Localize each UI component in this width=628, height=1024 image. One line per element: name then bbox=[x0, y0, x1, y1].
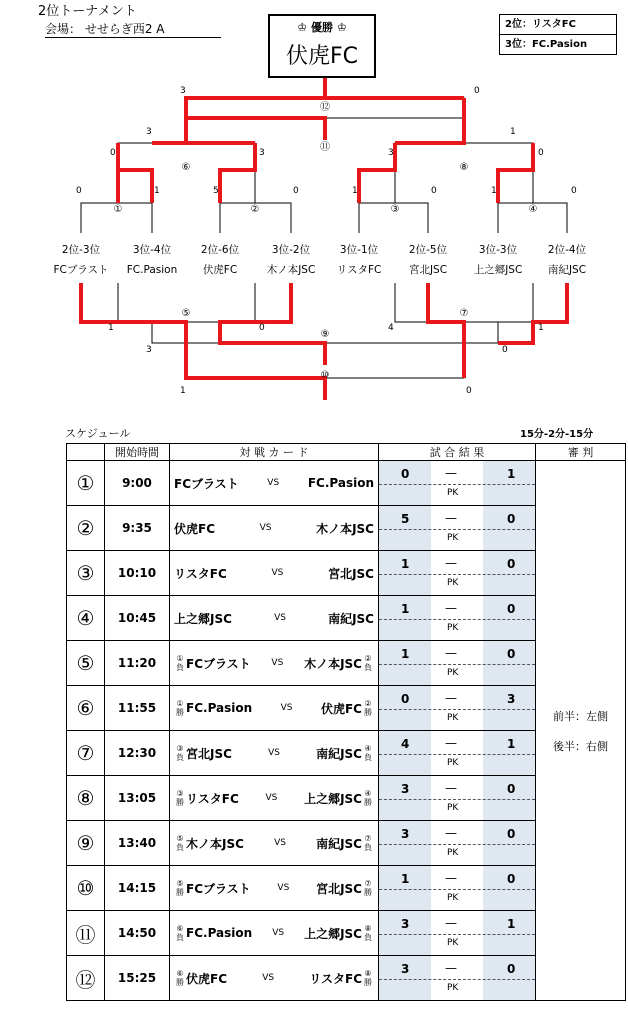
match-card bbox=[170, 866, 379, 911]
home-source-result: 負 bbox=[176, 663, 184, 672]
match-number: ③ bbox=[67, 551, 105, 596]
match-card bbox=[170, 461, 379, 506]
away-score: 0 bbox=[507, 872, 516, 886]
away-source-match: ② bbox=[364, 654, 372, 663]
score-m3-left: 1 bbox=[352, 186, 358, 196]
result-dashed-line bbox=[379, 619, 535, 620]
result-dashed-line bbox=[379, 709, 535, 710]
result-divider-band bbox=[431, 596, 483, 640]
page-title: 2位トーナメント bbox=[38, 4, 137, 19]
score-m10-right: 0 bbox=[466, 386, 472, 396]
red-m9 bbox=[220, 283, 325, 365]
bracket-match-5: ⑤ bbox=[181, 308, 191, 319]
score-dash: — bbox=[445, 466, 457, 480]
vs-label: VS bbox=[259, 523, 272, 533]
score-m5-right: 0 bbox=[259, 323, 265, 333]
away-score: 0 bbox=[507, 602, 516, 616]
away-source-result: 勝 bbox=[363, 888, 372, 897]
home-source-match: ⑥ bbox=[176, 969, 184, 978]
result-divider-band bbox=[431, 956, 483, 1000]
result-divider-band bbox=[431, 461, 483, 505]
home-source bbox=[176, 789, 184, 807]
home-score: 3 bbox=[401, 962, 410, 976]
vs-label: VS bbox=[268, 748, 280, 758]
vs-label: VS bbox=[274, 838, 286, 848]
red-m6a bbox=[152, 118, 186, 143]
vs-label: VS bbox=[280, 703, 293, 713]
match-number: ⑦ bbox=[67, 731, 105, 776]
away-source-result: 勝 bbox=[363, 708, 372, 717]
vs-label: VS bbox=[274, 613, 286, 623]
consolation-bracket-right bbox=[325, 118, 464, 143]
away-source-result: 負 bbox=[363, 663, 372, 672]
score-dash: — bbox=[445, 826, 457, 840]
home-score: 1 bbox=[401, 647, 410, 661]
team-seed-6: 2位-5位 bbox=[408, 244, 448, 256]
referee-cell bbox=[536, 461, 626, 1001]
team-seed-5: 3位-1位 bbox=[339, 244, 379, 256]
header-referee: 審 判 bbox=[536, 444, 626, 461]
away-score: 0 bbox=[507, 962, 516, 976]
red-m12 bbox=[186, 78, 325, 118]
third-place: 3位：FC.Pasion bbox=[500, 34, 616, 54]
pk-label: PK bbox=[447, 533, 459, 543]
match-card bbox=[170, 551, 379, 596]
home-score: 0 bbox=[401, 692, 410, 706]
score-m8-right: 0 bbox=[538, 148, 544, 158]
home-score: 4 bbox=[401, 737, 410, 751]
score-dash: — bbox=[445, 736, 457, 750]
home-source-result: 勝 bbox=[176, 888, 184, 897]
match-card bbox=[170, 821, 379, 866]
home-team: FCブラスト bbox=[174, 476, 239, 491]
score-m3-right: 0 bbox=[431, 186, 437, 196]
home-source-result: 勝 bbox=[176, 978, 184, 987]
result-dashed-line bbox=[379, 574, 535, 575]
away-team: 南紀JSC bbox=[316, 836, 362, 851]
bracket-match-6: ⑥ bbox=[181, 162, 191, 173]
result-dashed-line bbox=[379, 799, 535, 800]
score-dash: — bbox=[445, 511, 457, 525]
vs-label: VS bbox=[267, 478, 280, 488]
home-team: リスタFC bbox=[186, 791, 239, 806]
home-source-result: 負 bbox=[176, 843, 184, 852]
team-name-6: 宮北JSC bbox=[408, 264, 448, 276]
bracket-match-9: ⑨ bbox=[320, 329, 330, 340]
away-score: 0 bbox=[507, 827, 516, 841]
score-m9-right: 0 bbox=[502, 345, 508, 355]
home-source bbox=[176, 654, 184, 672]
semi-bracket-left bbox=[118, 143, 255, 203]
match-time: 9:00 bbox=[105, 461, 170, 506]
match-time: 9:35 bbox=[105, 506, 170, 551]
away-score: 0 bbox=[507, 782, 516, 796]
match-number: ⑤ bbox=[67, 641, 105, 686]
pk-label: PK bbox=[447, 848, 459, 858]
match-card bbox=[170, 506, 379, 551]
result-divider-band bbox=[431, 776, 483, 820]
champion-name: 伏虎FC bbox=[285, 44, 359, 69]
schedule-header-row bbox=[67, 444, 626, 461]
score-m9-left: 3 bbox=[146, 345, 152, 355]
match-time: 14:15 bbox=[105, 866, 170, 911]
away-source-match: ④ bbox=[364, 789, 372, 798]
match-time: 10:10 bbox=[105, 551, 170, 596]
match-card bbox=[170, 596, 379, 641]
match-number: ② bbox=[67, 506, 105, 551]
home-source bbox=[176, 699, 184, 717]
away-source-match: ⑦ bbox=[364, 879, 372, 888]
home-source-result: 勝 bbox=[176, 798, 184, 807]
vs-label: VS bbox=[262, 973, 275, 983]
score-m1-right: 1 bbox=[154, 186, 160, 196]
away-source-result: 勝 bbox=[364, 798, 372, 807]
home-source-match: ⑤ bbox=[176, 879, 184, 888]
away-source-result: 負 bbox=[363, 933, 372, 942]
schedule-table bbox=[66, 443, 626, 1001]
away-team: 上之郷JSC bbox=[304, 926, 362, 941]
away-team: リスタFC bbox=[309, 971, 362, 986]
score-m8-left: 3 bbox=[388, 148, 394, 158]
bracket-match-8: ⑧ bbox=[459, 162, 469, 173]
team-seed-8: 2位-4位 bbox=[547, 244, 587, 256]
match-card bbox=[170, 956, 379, 1001]
team-name-2: FC.Pasion bbox=[126, 264, 178, 276]
red-m10 bbox=[186, 322, 325, 400]
home-team: FC.Pasion bbox=[186, 701, 253, 715]
home-source-result: 負 bbox=[176, 753, 184, 762]
team-seed-2: 3位-4位 bbox=[132, 244, 172, 256]
score-m12-right: 0 bbox=[474, 86, 480, 96]
away-source-match: ⑧ bbox=[364, 924, 372, 933]
score-m11-right: 1 bbox=[510, 127, 516, 137]
score-m6-right: 3 bbox=[259, 148, 265, 158]
match-number: ⑪ bbox=[67, 911, 105, 956]
score-m6-left: 0 bbox=[110, 148, 116, 158]
match-number: ⑨ bbox=[67, 821, 105, 866]
home-source bbox=[176, 834, 184, 852]
team-seed-1: 2位-3位 bbox=[61, 244, 101, 256]
referee-second-half: 後半：右側 bbox=[553, 739, 608, 753]
match-result bbox=[379, 776, 536, 821]
home-score: 3 bbox=[401, 827, 410, 841]
score-m4-right: 0 bbox=[571, 186, 577, 196]
venue-label: 会場： せせらぎ西2 A bbox=[45, 22, 165, 36]
result-divider-band bbox=[431, 731, 483, 775]
score-dash: — bbox=[445, 916, 457, 930]
home-source bbox=[176, 969, 184, 987]
team-name-7: 上之郷JSC bbox=[473, 264, 523, 276]
bracket-labels bbox=[53, 86, 586, 396]
pk-label: PK bbox=[447, 713, 459, 723]
schedule-row bbox=[67, 461, 626, 506]
home-source-match: ① bbox=[176, 699, 184, 708]
away-team: 南紀JSC bbox=[316, 746, 362, 761]
home-score: 3 bbox=[401, 782, 410, 796]
red-m11 bbox=[186, 118, 325, 140]
home-source-match: ③ bbox=[176, 744, 184, 753]
red-m5a bbox=[81, 283, 186, 343]
red-m1b bbox=[118, 170, 152, 203]
away-source bbox=[364, 699, 372, 717]
red-m8 bbox=[395, 98, 464, 143]
score-dash: — bbox=[445, 871, 457, 885]
match-card bbox=[170, 641, 379, 686]
away-team: 木ノ本JSC bbox=[316, 521, 374, 536]
home-team: FC.Pasion bbox=[186, 926, 253, 940]
semi-bracket-right bbox=[395, 143, 533, 203]
away-team: 宮北JSC bbox=[316, 881, 362, 896]
score-m2-left: 5 bbox=[213, 186, 219, 196]
result-dashed-line bbox=[379, 844, 535, 845]
match-number: ⑧ bbox=[67, 776, 105, 821]
result-dashed-line bbox=[379, 484, 535, 485]
pk-label: PK bbox=[447, 668, 459, 678]
bracket-match-11: ⑪ bbox=[320, 142, 330, 153]
match-result bbox=[379, 686, 536, 731]
header-time: 開始時間 bbox=[105, 444, 170, 461]
team-seed-3: 2位-6位 bbox=[200, 244, 240, 256]
team-name-3: 伏虎FC bbox=[202, 264, 238, 276]
bracket-match-1: ① bbox=[113, 204, 123, 215]
team-name-1: FCブラスト bbox=[53, 264, 109, 276]
score-dash: — bbox=[445, 601, 457, 615]
home-source bbox=[176, 879, 184, 897]
home-score: 0 bbox=[401, 467, 410, 481]
pk-label: PK bbox=[447, 938, 459, 948]
match-time: 15:25 bbox=[105, 956, 170, 1001]
score-dash: — bbox=[445, 646, 457, 660]
bracket-match-10: ⑩ bbox=[320, 370, 330, 381]
vs-label: VS bbox=[265, 793, 278, 803]
match-result bbox=[379, 551, 536, 596]
away-source-match: ⑦ bbox=[364, 834, 372, 843]
score-m10-left: 1 bbox=[180, 386, 186, 396]
match-result bbox=[379, 641, 536, 686]
away-team: 伏虎FC bbox=[320, 701, 362, 716]
ninth-bracket-right bbox=[325, 322, 498, 343]
away-score: 1 bbox=[507, 917, 516, 931]
home-source-match: ⑥ bbox=[176, 924, 184, 933]
away-team: 宮北JSC bbox=[328, 566, 374, 581]
pk-label: PK bbox=[447, 578, 459, 588]
header-no bbox=[67, 444, 105, 461]
away-team: 南紀JSC bbox=[328, 611, 374, 626]
match-format: 15分-2分-15分 bbox=[520, 429, 594, 440]
pk-label: PK bbox=[447, 623, 459, 633]
away-score: 1 bbox=[507, 737, 516, 751]
away-source-result: 負 bbox=[364, 843, 372, 852]
team-name-4: 木ノ本JSC bbox=[266, 264, 316, 276]
referee-first-half: 前半：左側 bbox=[553, 709, 608, 723]
ninth-bracket-left bbox=[152, 322, 325, 343]
pk-label: PK bbox=[447, 758, 459, 768]
score-m12-left: 3 bbox=[180, 86, 186, 96]
match-time: 14:50 bbox=[105, 911, 170, 956]
score-m2-right: 0 bbox=[293, 186, 299, 196]
second-place: 2位：リスタFC bbox=[505, 19, 576, 30]
match-result bbox=[379, 911, 536, 956]
match-result bbox=[379, 506, 536, 551]
away-team: FC.Pasion bbox=[307, 476, 374, 490]
team-name-5: リスタFC bbox=[336, 264, 382, 276]
match-number: ④ bbox=[67, 596, 105, 641]
away-team: 上之郷JSC bbox=[304, 791, 362, 806]
score-dash: — bbox=[445, 781, 457, 795]
home-team: 宮北JSC bbox=[186, 746, 232, 761]
match-result bbox=[379, 731, 536, 776]
bracket-match-7: ⑦ bbox=[459, 308, 469, 319]
team-seed-7: 3位-3位 bbox=[478, 244, 518, 256]
red-m7 bbox=[428, 283, 464, 378]
result-dashed-line bbox=[379, 754, 535, 755]
result-dashed-line bbox=[379, 889, 535, 890]
score-m5-left: 1 bbox=[108, 323, 114, 333]
away-score: 0 bbox=[507, 647, 516, 661]
team-name-8: 南紀JSC bbox=[547, 264, 587, 276]
home-source-match: ③ bbox=[176, 789, 184, 798]
pk-label: PK bbox=[447, 803, 459, 813]
away-source bbox=[364, 969, 372, 987]
home-score: 5 bbox=[401, 512, 410, 526]
match-number: ⑩ bbox=[67, 866, 105, 911]
red-m1 bbox=[118, 143, 152, 203]
home-source bbox=[176, 924, 184, 942]
away-source bbox=[364, 879, 372, 897]
home-source-match: ① bbox=[176, 654, 184, 663]
match-card bbox=[170, 776, 379, 821]
vs-label: VS bbox=[277, 883, 290, 893]
away-score: 0 bbox=[507, 512, 516, 526]
home-team: FCブラスト bbox=[186, 656, 251, 671]
score-m1-left: 0 bbox=[76, 186, 82, 196]
home-team: 木ノ本JSC bbox=[186, 836, 244, 851]
result-divider-band bbox=[431, 821, 483, 865]
home-team: FCブラスト bbox=[186, 881, 251, 896]
away-source bbox=[364, 924, 372, 942]
red-m4 bbox=[498, 143, 533, 203]
home-source-result: 勝 bbox=[176, 708, 184, 717]
home-team: 伏虎FC bbox=[186, 971, 228, 986]
match-result bbox=[379, 866, 536, 911]
match-result bbox=[379, 821, 536, 866]
result-divider-band bbox=[431, 911, 483, 955]
red-m2 bbox=[220, 143, 255, 203]
away-source bbox=[364, 834, 372, 852]
match-number: ① bbox=[67, 461, 105, 506]
match-number: ⑫ bbox=[67, 956, 105, 1001]
champion-heading: ♔ 優勝 ♔ bbox=[297, 21, 347, 34]
result-dashed-line bbox=[379, 664, 535, 665]
match-time: 12:30 bbox=[105, 731, 170, 776]
away-score: 1 bbox=[507, 467, 516, 481]
tournament-bracket bbox=[0, 0, 628, 420]
home-source bbox=[176, 744, 184, 762]
team-seed-4: 3位-2位 bbox=[271, 244, 311, 256]
result-divider-band bbox=[431, 551, 483, 595]
home-team: 伏虎FC bbox=[174, 521, 216, 536]
match-time: 10:45 bbox=[105, 596, 170, 641]
vs-label: VS bbox=[272, 928, 285, 938]
score-dash: — bbox=[445, 556, 457, 570]
away-team: 木ノ本JSC bbox=[304, 656, 362, 671]
schedule-title: スケジュール bbox=[65, 427, 131, 440]
result-divider-band bbox=[431, 866, 483, 910]
pk-label: PK bbox=[447, 893, 459, 903]
home-score: 1 bbox=[401, 602, 410, 616]
result-divider-band bbox=[431, 641, 483, 685]
result-divider-band bbox=[431, 506, 483, 550]
result-dashed-line bbox=[379, 529, 535, 530]
header-card: 対 戦 カ ー ド bbox=[170, 444, 379, 461]
away-source-result: 勝 bbox=[364, 978, 372, 987]
pk-label: PK bbox=[447, 983, 459, 993]
score-m7-left: 4 bbox=[388, 323, 394, 333]
home-team: リスタFC bbox=[174, 566, 227, 581]
match-result bbox=[379, 956, 536, 1001]
match-card bbox=[170, 731, 379, 776]
bracket-match-12: ⑫ bbox=[320, 102, 330, 113]
away-source bbox=[364, 654, 372, 672]
score-m11-left: 3 bbox=[146, 127, 152, 137]
bracket-match-3: ③ bbox=[390, 204, 400, 215]
away-source-result: 負 bbox=[364, 753, 372, 762]
match-time: 13:40 bbox=[105, 821, 170, 866]
away-source bbox=[364, 744, 372, 762]
result-divider-band bbox=[431, 686, 483, 730]
home-source-result: 負 bbox=[176, 933, 184, 942]
away-source bbox=[364, 789, 372, 807]
home-score: 3 bbox=[401, 917, 410, 931]
result-dashed-line bbox=[379, 979, 535, 980]
away-score: 3 bbox=[507, 692, 516, 706]
match-result bbox=[379, 596, 536, 641]
match-card bbox=[170, 911, 379, 956]
match-number: ⑥ bbox=[67, 686, 105, 731]
score-dash: — bbox=[445, 691, 457, 705]
home-score: 1 bbox=[401, 872, 410, 886]
score-m4-left: 1 bbox=[491, 186, 497, 196]
home-source-match: ⑤ bbox=[176, 834, 184, 843]
away-source-match: ② bbox=[364, 699, 372, 708]
match-time: 11:20 bbox=[105, 641, 170, 686]
vs-label: VS bbox=[271, 568, 284, 578]
score-dash: — bbox=[445, 961, 457, 975]
bracket-match-2: ② bbox=[250, 204, 260, 215]
winner-path-lines bbox=[81, 78, 567, 400]
consolation-bracket-left bbox=[186, 118, 325, 143]
score-m7-right: 1 bbox=[538, 323, 544, 333]
home-team: 上之郷JSC bbox=[174, 611, 232, 626]
match-result bbox=[379, 461, 536, 506]
away-source-match: ④ bbox=[364, 744, 372, 753]
away-score: 0 bbox=[507, 557, 516, 571]
bracket-match-4: ④ bbox=[528, 204, 538, 215]
match-card bbox=[170, 686, 379, 731]
home-score: 1 bbox=[401, 557, 410, 571]
match-time: 11:55 bbox=[105, 686, 170, 731]
vs-label: VS bbox=[271, 658, 284, 668]
result-dashed-line bbox=[379, 934, 535, 935]
pk-label: PK bbox=[447, 488, 459, 498]
away-source-match: ⑧ bbox=[364, 969, 372, 978]
match-time: 13:05 bbox=[105, 776, 170, 821]
header-result: 試 合 結 果 bbox=[379, 444, 536, 461]
